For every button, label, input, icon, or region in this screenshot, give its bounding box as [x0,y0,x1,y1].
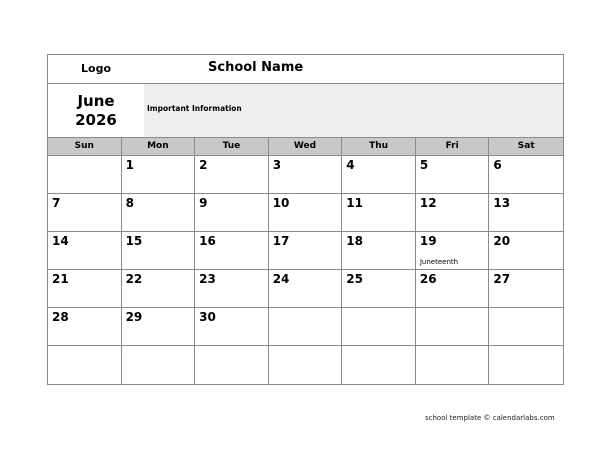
weekday-tue: Tue [195,138,269,155]
day-number: 7 [52,196,61,210]
day-cell [269,270,343,308]
day-number: 11 [346,196,363,210]
info-row [48,84,563,138]
weekday-sun: Sun [48,138,122,155]
day-cell [489,194,563,232]
weekday-fri: Fri [416,138,490,155]
day-cell [195,270,269,308]
day-cell [122,156,196,194]
day-cell [489,232,563,270]
day-number: 13 [493,196,511,210]
day-number: 12 [419,196,437,210]
day-cell [489,156,563,194]
day-cell [48,346,122,384]
day-cell [48,232,122,270]
weekday-header-row [48,138,563,156]
day-number: 16 [199,234,216,248]
day-number: 23 [199,272,216,286]
day-cell [416,194,490,232]
day-cell [416,270,490,308]
day-number: 8 [125,196,134,210]
day-cell [269,232,343,270]
day-cell [489,308,563,346]
weekday-sat: Sat [517,141,535,151]
day-cell [48,194,122,232]
logo-placeholder: Logo [81,62,111,75]
day-cell [269,346,343,384]
school-name: School Name [208,60,304,75]
month-name: June [77,91,115,110]
day-cell [195,156,269,194]
day-number: 15 [125,234,143,248]
day-number: 30 [199,310,216,324]
day-number: 4 [346,158,355,172]
footer-credit: school template © calendarlabs.com [425,414,555,422]
month-year: 2026 [75,110,117,129]
day-number: 20 [493,234,511,248]
calendar-header [48,55,563,84]
day-cell [195,232,269,270]
weekday-thu: Thu [342,138,416,155]
day-cell [342,308,416,346]
day-cell [342,346,416,384]
day-number: 17 [272,234,290,248]
day-cell [48,270,122,308]
day-cell [489,270,563,308]
day-number: 2 [199,158,208,172]
day-cell [195,308,269,346]
day-number: 26 [419,272,437,286]
day-cell [416,156,490,194]
calendar-grid [48,156,563,384]
day-cell [48,308,122,346]
day-number: 6 [493,158,502,172]
day-number: 18 [346,234,363,248]
day-number: 21 [52,272,69,286]
day-cell [269,308,343,346]
day-number: 1 [125,158,134,172]
day-number: 24 [272,272,290,286]
day-number: 28 [52,310,69,324]
day-number: 29 [125,310,143,324]
day-cell [269,156,343,194]
day-number: 10 [272,196,290,210]
day-number: 19 [419,234,437,248]
calendar-sheet [47,54,564,385]
day-cell [122,232,196,270]
day-number: 5 [419,158,429,172]
day-cell [416,346,490,384]
day-cell [195,194,269,232]
day-number: 25 [346,272,363,286]
day-cell [342,156,416,194]
day-cell [342,194,416,232]
day-number: 9 [199,196,208,210]
day-cell [269,194,343,232]
day-cell [122,308,196,346]
month-title [48,84,144,137]
day-cell [489,346,563,384]
day-cell [122,194,196,232]
day-number: 3 [272,158,282,172]
holiday-label: Juneteenth [419,258,459,266]
day-number: 14 [52,234,69,248]
day-cell [416,232,490,270]
day-cell [122,346,196,384]
important-information-label: Important Information [147,104,242,113]
day-cell [416,308,490,346]
day-cell [342,232,416,270]
important-information-box [144,84,563,137]
weekday-mon: Mon [122,138,196,155]
day-number: 27 [493,272,511,286]
day-cell [122,270,196,308]
day-cell [48,156,122,194]
weekday-wed: Wed [269,138,343,155]
day-cell [195,346,269,384]
day-cell [342,270,416,308]
day-number: 22 [125,272,143,286]
